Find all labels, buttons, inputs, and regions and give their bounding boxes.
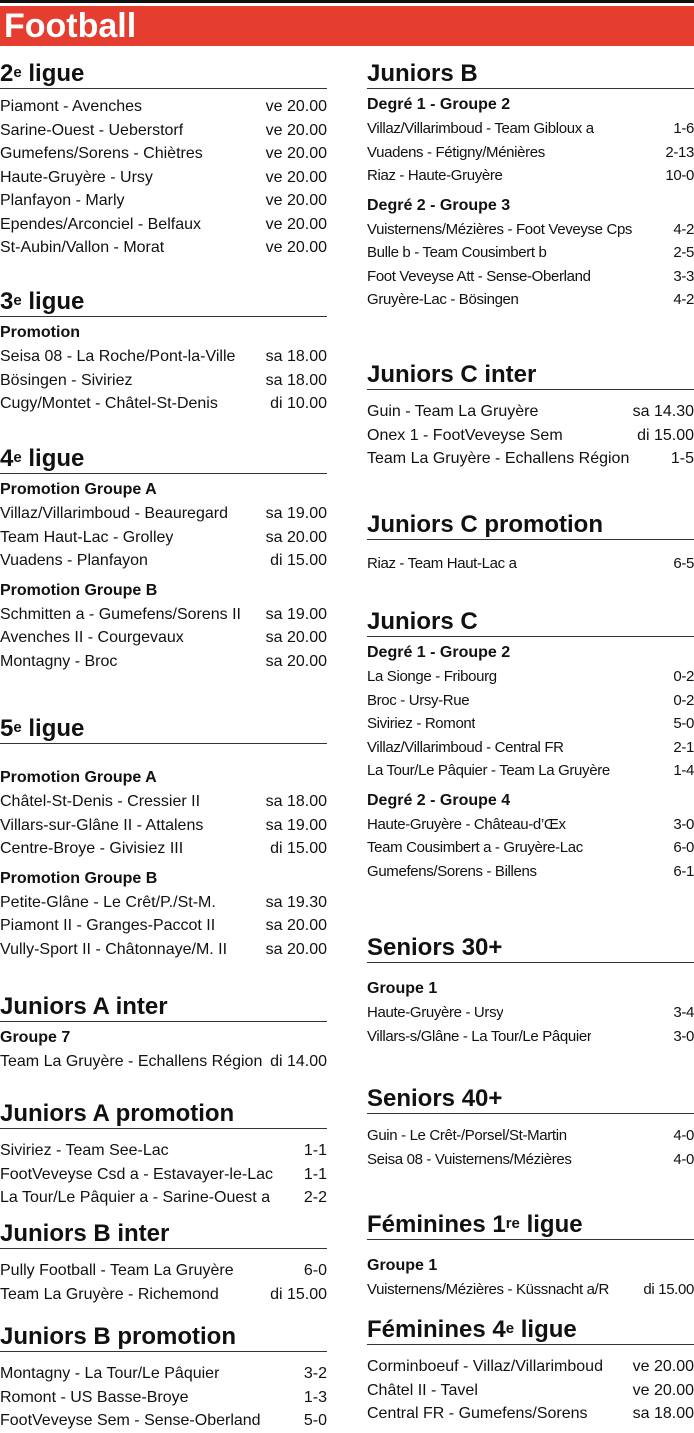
section-title [0,288,327,317]
match-result: 6-0 [673,839,694,856]
match-teams: Foot Veveyse Att - Sense-Oberland [367,267,591,285]
match-row [367,1001,694,1025]
match-teams: Sarine-Ouest - Ueberstorf [0,121,184,139]
section-title-text: Seniors 40+ [367,1085,503,1112]
match-row [367,1148,694,1172]
section-title-text: Juniors B [367,60,478,87]
match-teams: Villaz/Villarimboud - Beauregard [0,505,228,522]
section [367,511,694,576]
match-teams: Vuadens - Fétigny/Ménières [367,143,545,161]
match-teams: Broc - Ursy-Rue [367,691,470,709]
match-row [367,1025,694,1049]
section-title-sup: e [13,449,22,466]
section [367,1316,694,1426]
top-rule [0,0,694,3]
match-teams: Pully Football - Team La Gruyère [0,1262,234,1279]
match-result: 4-2 [673,220,694,238]
match-row [0,95,327,119]
match-row [367,836,694,860]
section-title-text: Féminines 4 [367,1316,506,1343]
section-title [0,60,327,89]
match-result: sa 19.00 [265,505,327,522]
section [0,715,327,961]
match-row [0,189,327,213]
match-row [367,860,694,884]
section-title-text: 5 [0,715,14,742]
match-result: 3-3 [673,267,694,285]
match-result: 5-0 [303,1412,327,1429]
match-row [367,1402,694,1426]
spacer [367,1345,694,1355]
match-row [367,736,694,760]
spacer [0,1129,327,1139]
match-row [0,790,327,814]
match-result: di 15.00 [270,840,327,857]
spacer [367,540,694,552]
match-teams: Riaz - Team Haut-Lac a [367,555,517,572]
match-teams: Gruyère-Lac - Bösingen [367,291,519,308]
match-row [0,1409,327,1433]
match-teams: Onex 1 - FootVeveyse Sem [367,426,563,444]
match-row [0,837,327,861]
match-result: 1-1 [303,1142,327,1159]
match-row [367,241,694,265]
match-row [367,288,694,312]
match-result: ve 20.00 [265,98,327,115]
spacer [367,390,694,400]
section-title [367,1316,694,1345]
match-result: sa 18.00 [265,371,327,389]
match-teams: FootVeveyse Sem - Sense-Oberland [0,1412,261,1429]
match-result: sa 18.00 [265,348,327,365]
match-row [0,1259,327,1283]
match-row [0,891,327,915]
match-row [367,1278,694,1302]
match-row [0,1163,327,1187]
match-row [0,369,327,393]
match-teams: Bulle b - Team Cousimbert b [367,244,547,261]
match-teams: Team La Gruyère - Echallens Région [0,1053,263,1070]
match-row [367,424,694,448]
match-result: sa 19.00 [265,605,327,623]
section-title-sup: e [13,64,22,81]
match-row [0,626,327,650]
match-row [0,236,327,260]
section-title-rest: ligue [21,715,85,742]
match-teams: Montagny - La Tour/Le Pâquier [0,1365,220,1382]
group-heading: Promotion Groupe B [0,869,158,887]
match-row [367,1124,694,1148]
match-row [0,549,327,573]
section [0,1220,327,1306]
group-heading: Degré 1 - Groupe 2 [367,96,511,113]
match-teams: Bösingen - Siviriez [0,371,133,389]
match-result: 2-2 [303,1189,327,1206]
match-row [0,213,327,237]
section-title-sup: e [13,292,22,309]
match-row [0,1186,327,1210]
match-row [367,665,694,689]
match-result: 2-5 [673,244,694,261]
match-teams: Vully-Sport II - Châtonnaye/M. II [0,940,228,958]
section [367,60,694,312]
section-title [367,361,694,390]
section-title [0,1100,327,1129]
match-teams: Team La Gruyère - Richemond [0,1285,219,1303]
match-teams: Vuadens - Planfayon [0,552,148,569]
section-title-text: Juniors C promotion [367,511,603,538]
match-result: 0-2 [673,691,694,709]
section-title-text: Juniors C inter [367,361,537,388]
group-heading: Promotion [0,324,80,341]
match-row [0,914,327,938]
match-teams: Seisa 08 - La Roche/Pont-la-Ville [0,348,236,365]
match-teams: Haute-Gruyère - Ursy [0,168,153,186]
section-title [367,1085,694,1114]
section-title [0,1220,327,1249]
match-teams: Vuisternens/Mézières - Foot Veveyse Cps [367,220,633,238]
match-result: ve 20.00 [265,215,327,233]
match-result: 2-1 [673,738,694,756]
match-teams: Piamont - Avenches [0,98,143,115]
group-heading: Groupe 7 [0,1029,71,1046]
match-teams: Villars-sur-Glâne II - Attalens [0,816,204,834]
match-result: 0-2 [673,668,694,685]
section-title-text: Juniors A promotion [0,1100,235,1127]
match-result: sa 18.00 [265,793,327,810]
match-teams: Planfayon - Marly [0,192,125,209]
match-row [0,502,327,526]
section-title-text: Juniors B promotion [0,1323,236,1350]
section-title-text: Juniors C [367,608,478,635]
match-row [0,1050,327,1074]
section-title-rest: ligue [519,1211,583,1238]
match-result: 1-4 [673,762,694,779]
match-result: ve 20.00 [632,1358,694,1375]
match-row [0,392,327,416]
match-result: di 15.00 [270,1285,327,1303]
section-title-sup: e [505,1320,515,1337]
match-teams: Villars-s/Glâne - La Tour/Le Pâquier [367,1027,592,1045]
section-title [367,608,694,637]
section-title [367,1211,694,1240]
match-row [0,1139,327,1163]
section [367,934,694,1048]
section-title-text: 2 [0,60,14,87]
match-result: sa 20.00 [265,629,327,646]
section [367,1085,694,1171]
section-title-sup: e [13,719,22,736]
section-title-text: 4 [0,445,14,472]
section-title-rest: ligue [21,445,85,472]
match-teams: La Sionge - Fribourg [367,668,497,685]
match-row [367,759,694,783]
match-row [367,117,694,141]
match-row [0,603,327,627]
page-title: Football [4,7,137,45]
match-teams: Siviriez - Team See-Lac [0,1142,169,1159]
section [0,60,327,260]
match-row [0,345,327,369]
match-teams: Team Cousimbert a - Gruyère-Lac [367,839,583,856]
match-result: 1-5 [670,450,694,467]
match-row [367,400,694,424]
match-result: 3-0 [673,815,694,833]
match-teams: Piamont II - Granges-Paccot II [0,917,216,934]
match-result: 5-0 [673,715,694,732]
match-row [0,1283,327,1307]
match-result: 3-2 [303,1365,327,1382]
match-result: di 10.00 [270,395,327,412]
section [367,361,694,471]
match-teams: La Tour/Le Pâquier - Team La Gruyère [367,762,610,779]
section-title [367,60,694,89]
match-row [0,814,327,838]
group-heading: Promotion Groupe A [0,769,157,786]
spacer [0,744,327,762]
section [0,1323,327,1433]
match-teams: Siviriez - Romont [367,715,476,732]
section-title [0,1323,327,1352]
match-result: di 15.00 [643,1281,694,1298]
match-result: di 14.00 [270,1053,327,1070]
group-heading: Promotion Groupe B [0,581,158,599]
section-title-text: Juniors A inter [0,993,168,1020]
match-result: ve 20.00 [265,192,327,209]
section [0,445,327,673]
match-teams: Haute-Gruyère - Ursy [367,1004,504,1021]
match-teams: Guin - Team La Gruyère [367,403,539,420]
match-teams: Vuisternens/Mézières - Küssnacht a/R [367,1281,609,1298]
match-teams: La Tour/Le Pâquier a - Sarine-Ouest a [0,1189,271,1206]
match-teams: Centre-Broye - Givisiez III [0,840,184,857]
match-teams: Montagny - Broc [0,652,118,670]
match-result: 2-13 [665,143,694,161]
match-row [0,650,327,674]
match-result: ve 20.00 [265,145,327,162]
spacer [0,1352,327,1362]
match-row [0,1386,327,1410]
match-teams: St-Aubin/Vallon - Morat [0,239,165,256]
match-row [367,447,694,471]
match-teams: Cugy/Montet - Châtel-St-Denis [0,395,218,412]
section-title [367,934,694,963]
match-row [0,119,327,143]
match-row [0,1362,327,1386]
section-title-text: Seniors 30+ [367,934,503,961]
group-heading: Groupe 1 [367,980,438,997]
match-row [367,712,694,736]
match-teams: Team La Gruyère - Echallens Région [367,450,630,467]
match-row [0,166,327,190]
spacer [367,1114,694,1124]
section-title-rest: ligue [21,60,85,87]
header-banner [0,6,694,46]
match-teams: Riaz - Haute-Gruyère [367,167,503,184]
match-result: sa 20.00 [265,917,327,934]
match-teams: Haute-Gruyère - Château-d’Œx [367,815,566,833]
section [367,1211,694,1302]
section-title [367,511,694,540]
section-title [0,993,327,1022]
match-result: sa 20.00 [265,528,327,546]
match-teams: Avenches II - Courgevaux [0,629,184,646]
group-heading: Degré 2 - Groupe 3 [367,196,511,214]
match-row [0,526,327,550]
match-result: 6-1 [673,862,694,880]
match-teams: Petite-Glâne - Le Crêt/P./St-M. [0,893,216,911]
match-result: 4-0 [673,1150,694,1168]
match-result: ve 20.00 [265,239,327,256]
group-heading: Degré 2 - Groupe 4 [367,791,511,809]
section [0,993,327,1074]
match-result: ve 20.00 [265,168,327,186]
match-result: 1-6 [673,120,694,137]
group-heading: Groupe 1 [367,1257,438,1274]
section [0,1100,327,1210]
match-result: ve 20.00 [632,1381,694,1399]
section-title-text: Juniors B inter [0,1220,170,1247]
match-row [367,141,694,165]
section [367,608,694,883]
match-teams: Schmitten a - Gumefens/Sorens II [0,605,241,623]
section-title-sup: re [505,1215,520,1232]
group-heading: Promotion Groupe A [0,481,157,498]
match-result: di 15.00 [270,552,327,569]
section [0,288,327,416]
section-title [0,445,327,474]
match-result: 4-0 [673,1127,694,1144]
match-result: ve 20.00 [265,121,327,139]
match-teams: Seisa 08 - Vuisternens/Mézières [367,1150,572,1168]
match-row [367,813,694,837]
match-result: sa 19.00 [265,816,327,834]
match-row [367,552,694,576]
match-result: 6-0 [303,1262,327,1279]
section-title-text: Féminines 1 [367,1211,506,1238]
match-teams: Châtel II - Tavel [367,1381,478,1399]
match-teams: Villaz/Villarimboud - Team Gibloux a [367,120,594,137]
match-result: sa 18.00 [632,1405,694,1422]
section-title-rest: ligue [514,1316,577,1343]
match-row [367,164,694,188]
match-teams: Central FR - Gumefens/Sorens [367,1405,588,1422]
match-result: sa 20.00 [265,652,327,670]
match-result: 6-5 [673,555,694,572]
section-title-rest: ligue [21,288,85,315]
group-heading: Degré 1 - Groupe 2 [367,644,511,661]
match-result: 4-2 [673,291,694,308]
match-result: di 15.00 [637,426,694,444]
match-teams: Gumefens/Sorens - Billens [367,862,537,880]
match-teams: Villaz/Villarimboud - Central FR [367,738,564,756]
spacer [367,1240,694,1250]
match-row [367,1379,694,1403]
match-result: 1-1 [303,1165,327,1183]
match-teams: Châtel-St-Denis - Cressier II [0,793,201,810]
match-teams: Gumefens/Sorens - Chiètres [0,145,203,162]
match-result: 1-3 [303,1388,327,1406]
match-teams: Guin - Le Crêt-/Porsel/St-Martin [367,1127,567,1144]
match-result: 3-4 [673,1004,694,1021]
match-result: sa 20.00 [265,940,327,958]
match-row [0,142,327,166]
match-row [367,265,694,289]
match-teams: Romont - US Basse-Broye [0,1388,189,1406]
match-teams: FootVeveyse Csd a - Estavayer-le-Lac [0,1165,274,1183]
match-teams: Ependes/Arconciel - Belfaux [0,215,201,233]
match-teams: Corminboeuf - Villaz/Villarimboud [367,1358,603,1375]
spacer [367,963,694,973]
match-result: sa 14.30 [632,403,694,420]
match-result: 3-0 [673,1027,694,1045]
match-row [367,218,694,242]
match-teams: Team Haut-Lac - Grolley [0,528,174,546]
section-title [0,715,327,744]
match-row [0,938,327,962]
match-row [367,1355,694,1379]
section-title-text: 3 [0,288,14,315]
spacer [0,1249,327,1259]
match-result: sa 19.30 [265,893,327,911]
match-row [367,689,694,713]
match-result: 10-0 [665,167,694,184]
